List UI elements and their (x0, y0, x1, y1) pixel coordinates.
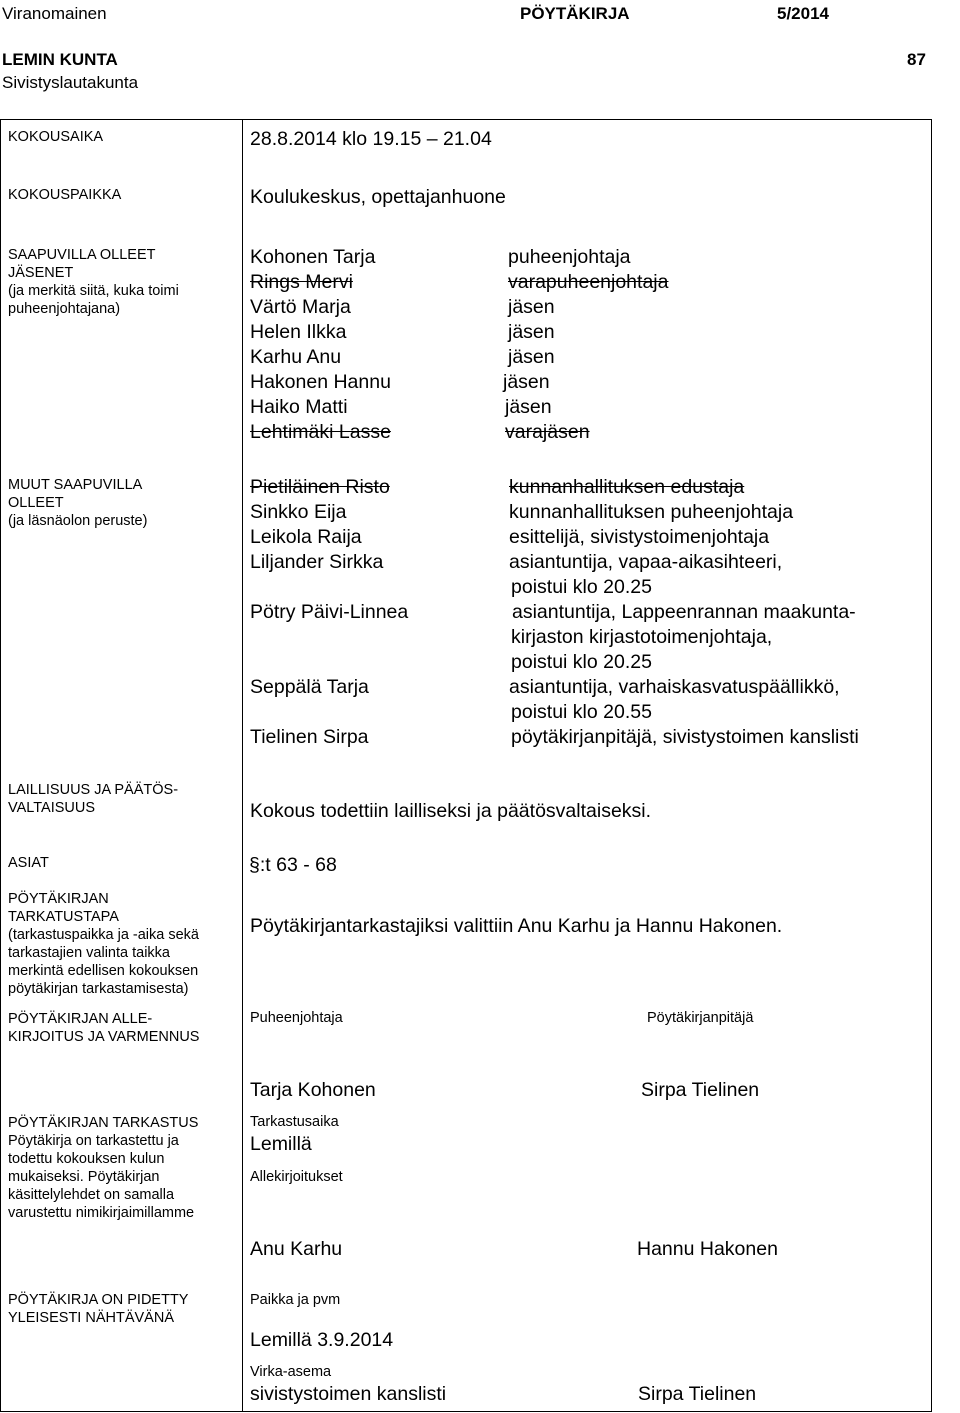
member-name: Värtö Marja (250, 296, 351, 318)
meeting-place-label: KOKOUSPAIKKA (8, 187, 122, 203)
public-signer-name: Sirpa Tielinen (638, 1383, 757, 1405)
legality-label: LAILLISUUS JA PÄÄTÖS- VALTAISUUS (8, 782, 179, 816)
others-label: MUUT SAAPUVILLA OLLEET (ja läsnäolon peruste) (8, 477, 148, 529)
attendee-role: kunnanhallituksen puheenjohtaja (509, 501, 794, 523)
attendee-role: poistui klo 20.55 (511, 701, 652, 723)
document-status: Viranomainen (2, 4, 107, 23)
review-time-caption: Tarkastusaika (250, 1114, 339, 1130)
attendee-name: Sinkko Eija (250, 501, 347, 523)
attendee-name: Tielinen Sirpa (250, 726, 369, 748)
attendee-role: asiantuntija, varhaiskasvatuspäällikkö, (509, 676, 840, 698)
meeting-time-label: KOKOUSAIKA (8, 129, 104, 145)
items-label: ASIAT (8, 855, 49, 871)
member-role: jäsen (508, 321, 555, 343)
organization-name: LEMIN KUNTA (2, 50, 118, 69)
secretary-caption: Pöytäkirjanpitäjä (647, 1010, 754, 1026)
attendee-name: Seppälä Tarja (250, 676, 369, 698)
reviewer-1-name: Anu Karhu (250, 1238, 343, 1260)
attendee-role: pöytäkirjanpitäjä, sivistystoimen kanslisti (511, 726, 859, 748)
items-value: §:t 63 - 68 (249, 854, 337, 876)
attendee-name: Pietiläinen Risto (250, 476, 390, 498)
attendee-role: asiantuntija, Lappeenrannan maakunta- (512, 601, 856, 623)
board-name: Sivistyslautakunta (2, 73, 139, 92)
member-role: jäsen (508, 346, 555, 368)
public-display-label: PÖYTÄKIRJA ON PIDETTY YLEISESTI NÄHTÄVÄNÄ (8, 1292, 189, 1326)
attendee-name: Pötry Päivi-Linnea (250, 601, 409, 623)
attendee-role: poistui klo 20.25 (511, 576, 652, 598)
reviewer-2-name: Hannu Hakonen (637, 1238, 778, 1260)
review-label: PÖYTÄKIRJAN TARKASTUS Pöytäkirja on tarkastettu ja todettu kokouksen kulun mukaiseksi. Pöytäkirjan käsittelylehdet on samalla varustettu nimikirjaimillamme (8, 1115, 199, 1221)
place-date-value: Lemillä 3.9.2014 (250, 1329, 394, 1351)
attendee-role: poistui klo 20.25 (511, 651, 652, 673)
attendee-role: esittelijä, sivistystoimenjohtaja (509, 526, 770, 548)
member-name: Karhu Anu (250, 346, 342, 368)
attendee-name: Leikola Raija (250, 526, 362, 548)
member-name: Hakonen Hannu (250, 371, 391, 393)
page-number: 87 (907, 50, 926, 69)
member-name: Helen Ilkka (250, 321, 347, 343)
document-type: PÖYTÄKIRJA (520, 4, 630, 23)
secretary-name: Sirpa Tielinen (641, 1079, 760, 1101)
member-role: jäsen (505, 396, 552, 418)
member-name: Kohonen Tarja (250, 246, 376, 268)
position-value: sivistystoimen kanslisti (250, 1383, 447, 1405)
attendee-role: kirjaston kirjastotoimenjohtaja, (511, 626, 773, 648)
document-number: 5/2014 (777, 4, 829, 23)
member-name: Rings Mervi (250, 271, 353, 293)
signatures-caption: Allekirjoitukset (250, 1169, 343, 1185)
signatures-label: PÖYTÄKIRJAN ALLE- KIRJOITUS JA VARMENNUS (8, 1011, 200, 1045)
chair-name: Tarja Kohonen (250, 1079, 376, 1101)
meeting-place-value: Koulukeskus, opettajanhuone (250, 186, 506, 208)
place-date-caption: Paikka ja pvm (250, 1292, 341, 1308)
meeting-time-value: 28.8.2014 klo 19.15 – 21.04 (250, 128, 492, 150)
chair-caption: Puheenjohtaja (250, 1010, 343, 1026)
review-time-value: Lemillä (250, 1133, 312, 1155)
position-caption: Virka-asema (250, 1364, 332, 1380)
member-role: varapuheenjohtaja (508, 271, 669, 293)
members-label: SAAPUVILLA OLLEET JÄSENET (ja merkitä siitä, kuka toimi puheenjohtajana) (8, 247, 179, 317)
member-role: varajäsen (505, 421, 590, 443)
member-name: Haiko Matti (250, 396, 348, 418)
attendee-role: kunnanhallituksen edustaja (509, 476, 745, 498)
legality-value: Kokous todettiin lailliseksi ja päätösvaltaiseksi. (250, 800, 652, 822)
review-method-value: Pöytäkirjantarkastajiksi valittiin Anu Karhu ja Hannu Hakonen. (250, 915, 783, 937)
attendee-name: Liljander Sirkka (250, 551, 384, 573)
review-method-label: PÖYTÄKIRJAN TARKATUSTAPA (tarkastuspaikka ja -aika sekä tarkastajien valinta taikka merkintä edellisen kokouksen pöytäkirjan tarkastamisesta) (8, 891, 199, 997)
member-name: Lehtimäki Lasse (250, 421, 391, 443)
attendee-role: asiantuntija, vapaa-aikasihteeri, (509, 551, 783, 573)
member-role: puheenjohtaja (508, 246, 631, 268)
member-role: jäsen (508, 296, 555, 318)
member-role: jäsen (503, 371, 550, 393)
